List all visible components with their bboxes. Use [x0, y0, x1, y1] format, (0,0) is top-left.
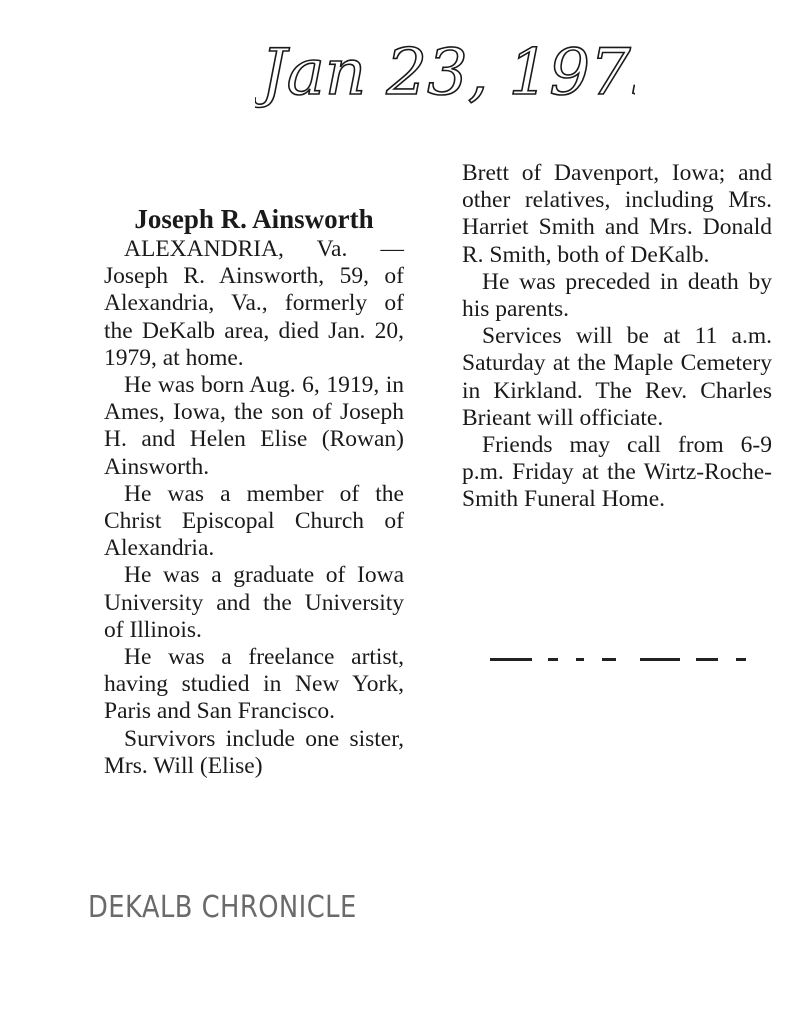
obituary-paragraph-continued: Brett of Davenport, Iowa; and other relatives, including Mrs. Harriet Smith and Mrs. Donald R. Smith, both of DeKalb.	[462, 160, 772, 268]
clipped-next-headline-fragment	[490, 656, 765, 662]
obituary-paragraph: He was a freelance artist, having studied in New York, Paris and San Francisco.	[104, 644, 404, 725]
obituary-paragraph: He was born Aug. 6, 1919, in Ames, Iowa, the son of Joseph H. and Helen Elise (Rowan) Ainsworth.	[104, 372, 404, 480]
obituary-paragraph: Survivors include one sister, Mrs. Will (Elise)	[104, 725, 404, 779]
handwritten-date-drawing	[255, 22, 635, 122]
obituary-paragraph: ALEXANDRIA, Va. — Joseph R. Ainsworth, 59, of Alexandria, Va., formerly of the DeKalb area, died Jan. 20, 1979, at home.	[104, 236, 404, 371]
obituary-paragraph: He was a member of the Christ Episcopal Church of Alexandria.	[104, 480, 404, 562]
obituary-paragraph: He was preceded in death by his parents.	[462, 268, 772, 323]
obituary-paragraph: Friends may call from 6-9 p.m. Friday at the Wirtz-Roche-Smith Funeral Home.	[462, 432, 772, 513]
obituary-paragraph: Services will be at 11 a.m. Saturday at the Maple Cemetery in Kirkland. The Rev. Charles Brieant will officiate.	[462, 323, 772, 431]
handwritten-date-text: Jan 23, 1979	[261, 36, 635, 110]
obituary-headline: Joseph R. Ainsworth	[134, 204, 374, 234]
obituary-left-column	[104, 203, 404, 780]
handwritten-date	[255, 22, 635, 122]
newspaper-stamp: DEKALB CHRONICLE	[88, 890, 357, 925]
obituary-paragraph: He was a graduate of Iowa University and the University of Illinois.	[104, 562, 404, 643]
obituary-right-column	[462, 160, 772, 514]
